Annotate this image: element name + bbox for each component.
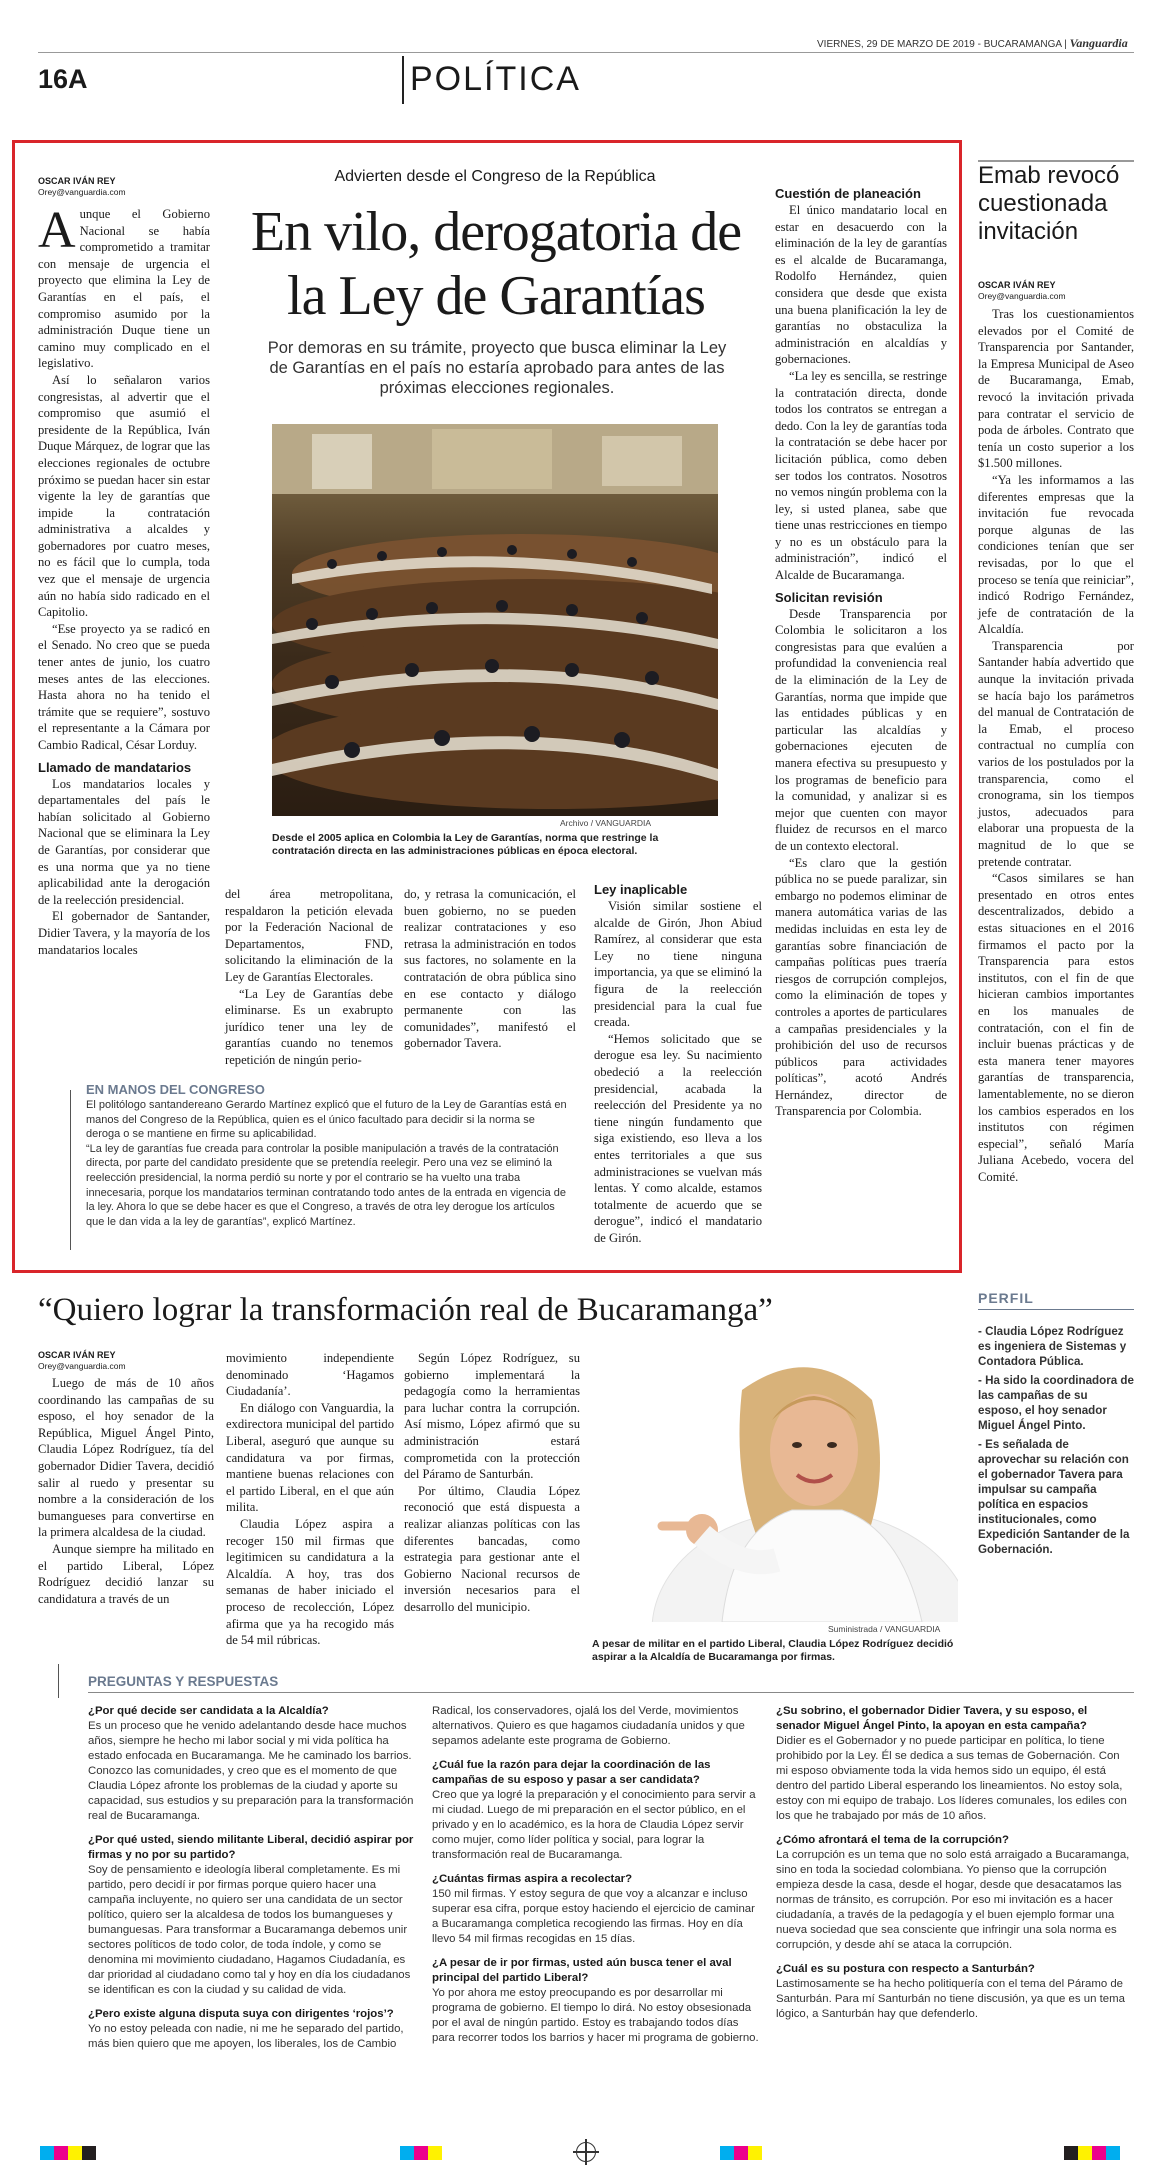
main-col1-p1-text: unque el Gobierno Nacional se había comprometido a tramitar con mensaje de urgencia el proyecto que elimina la Ley de Garantías en el país, el compromiso asumido por la administración Duque tiene un camino muy complicado en el legislativo. (38, 207, 210, 371)
main-col5-subhead1: Cuestión de planeación (775, 186, 921, 201)
qa-bracket (58, 1664, 70, 1698)
side-p1: Tras los cuestionamientos elevados por el Comité de Transparencia por Santander, la Empresa Municipal de Aseo de Bucaramanga, Emab, revocó la invitación privada para contratar el servicio de poda de árboles. Contrato que tenía un costo superior a los $1.500 millones. (978, 307, 1134, 471)
congress-box-p1: El politólogo santandereano Gerardo Martínez explicó que el futuro de la Ley de Garantías está en manos del Congreso de la República, quien es el único facultado para decidir si la norma se deroga o se mantiene en firme su aplicabilidad. (86, 1099, 567, 1141)
main-headline-line1: En vilo, derogatoria de (250, 201, 742, 263)
main-col5 (775, 186, 947, 1120)
page-number: 16A (38, 64, 88, 94)
color-bar-mid-left (400, 2146, 442, 2165)
side-byline (978, 280, 1066, 302)
color-bar-right (1064, 2146, 1120, 2165)
qa-header (58, 1664, 1134, 1704)
candidate-photo (592, 1330, 958, 1622)
qa-col1 (88, 1704, 418, 2052)
candidate-photo-graphic (592, 1330, 958, 1622)
main-author: OSCAR IVÁN REY (38, 176, 116, 186)
congress-photo-graphic (272, 424, 718, 816)
qa-answer: La corrupción es un tema que no solo está arraigado a Bucaramanga, sino en toda la sociedad colombiana. Yo pienso que la corrupción empieza desde la casa, desde el hogar, desde que desacatamos las normas de tránsito, es corrupción. Por eso mi invitación es a hacer ciudadanía, a través de la pedagogía y el buen ejemplo formar una nueva sociedad que sea consciente que infringir una sola norma es corrupción, y desde ahí se ataca la corrupción. (776, 1849, 1130, 1951)
perfil-list (978, 1324, 1134, 1557)
perfil-item: - Es señalada de aprovechar su relación con el gobernador Tavera para impulsar su campaña política en espacios institucionales, como Expedición Santander de la Gobernación. (978, 1438, 1130, 1556)
main-col5-subhead2: Solicitan revisión (775, 589, 883, 605)
side-p3: Transparencia por Santander había advertido que aunque la invitación privada se hacía bajo los parámetros del manual de Contratación de la Emab, el proceso contractual no cumplía con varios de los postulados por la transparencia, como el cronograma, sin los tiempos justos, adecuados para elaborar una propuesta de la magnitud de lo que se pretende contratar. (978, 638, 1134, 869)
main-col4-p1: Visión similar sostiene el alcalde de Girón, Jhon Abiud Ramírez, al considerar que esta Ley no tiene ninguna importancia, ya que se eliminó la figura de la reelección presidencial para la cual fue creada. (594, 899, 762, 1030)
qa-answer: Didier es el Gobernador y no puede participar en política, lo tiene prohibido por la Ley. Él se dedica a sus temas de Gobernación. Con mi esposo obviamente toda la vida hemos sido un equipo, él está dentro del partido Liberal esperando los lineamientos. No estoy sola, estoy con mi equipo de trabajo. Los líderes comunales, los ediles con los que he trabajado por más de 10 años. (776, 1735, 1127, 1822)
lower-col3 (404, 1350, 580, 1616)
side-headline: Emab revocó cuestionada invitación (978, 162, 1120, 245)
qa-answer: Yo no estoy peleada con nadie, ni me he separado del partido, más bien quiero que me apoyen, los liberales, los de Cambio (88, 2023, 404, 2050)
qa-answer: 150 mil firmas. Y estoy segura de que voy a alcanzar e incluso superar esa cifra, porque estoy haciendo el ejercicio de caminar a Bucaramanga completica recogiendo las firmas. Hoy en día llevo 54 mil firmas recogidas en 15 días. (432, 1888, 755, 1945)
section-title: POLÍTICA (410, 60, 581, 98)
qa-answer: Lastimosamente se ha hecho politiquería con el tema del Páramo de Santurbán. Para mí Santurbán no tiene discusión, ya que es un tema lógico, a Santurbán hay que defenderlo. (776, 1978, 1125, 2020)
main-col2 (225, 886, 393, 1069)
qa-question: ¿Cuál es su postura con respecto a Santurbán? (776, 1963, 1035, 1975)
lower-col2 (226, 1350, 394, 1649)
lower-c2-p1: movimiento independiente denominado ‘Hagamos Ciudadanía’. (226, 1351, 394, 1399)
perfil-item: - Claudia López Rodríguez es ingeniera de Sistemas y Contadora Pública. (978, 1325, 1127, 1368)
perfil-rule (978, 1309, 1134, 1310)
side-body (978, 306, 1134, 1185)
main-subhead: Por demoras en su trámite, proyecto que busca eliminar la Ley de Garantías en el país no estaría aprobado para antes de las próximas elecciones regionales. (267, 339, 727, 397)
main-col4-subhead: Ley inaplicable (594, 882, 688, 897)
qa-answer: Yo por ahora me estoy preocupando es por desarrollar mi programa de gobierno. El tiempo lo dirá. No estoy obsesionada por el aval de ningún partido. Estoy es trabajando todos días para recorrer todos los barrios y hacer mi programa de gobierno. (432, 1987, 759, 2044)
main-col1-p5: El gobernador de Santander, Didier Tavera, y la mayoría de los mandatarios locales (38, 909, 210, 957)
main-col3-p1: do, y retrasa la comunicación, el buen gobierno, no se pueden realizar contrataciones y eso retrasa la administración en todos sus factores, no solamente en la contratación de obra pública sino en ese contacto y diálogo permanente con las comunidades”, manifestó el gobernador Tavera. (404, 887, 576, 1051)
qa-answer: Creo que ya logré la preparación y el conocimiento para servir a mi ciudad. Luego de mi preparación en el sector público, en el privado y en lo académico, es la hora de Claudia López servir como mujer, como líder política y social, para lograr la transformación real de Bucaramanga. (432, 1789, 756, 1861)
lower-headline: “Quiero lograr la transformación real de Bucaramanga” (38, 1292, 773, 1328)
main-caption: Desde el 2005 aplica en Colombia la Ley de Garantías, norma que restringe la contratación directa en las administraciones públicas en época electoral. (272, 832, 659, 857)
qa-question: ¿Por qué usted, siendo militante Liberal, decidió aspirar por firmas y no por su partido? (88, 1834, 414, 1861)
lower-c1-p1: Luego de más de 10 años coordinando las campañas de su esposo, el hoy senador de la República, Miguel Ángel Pinto, Claudia López Rodríguez, tía del gobernador Didier Tavera, decidió salir al ruedo y presentar su nombre a la consideración de los bumangueses para convertirse en la primera alcaldesa de la ciudad. (38, 1376, 214, 1540)
main-col1-p3: “Ese proyecto ya se radicó en el Senado. No creo que se pueda tener antes de junio, los cuatro meses antes de las elecciones. Hasta ahora no ha tenido el trámite que se requiere”, sostuvo el representante a la Cámara por Cambio Radical, César Lorduy. (38, 621, 210, 752)
main-col2-p1: del área metropolitana, respaldaron la petición elevada por la Federación Nacional de Departamentos, FND, solicitando la eliminación de la Ley de Garantías Electorales. (225, 887, 393, 984)
qa-question: ¿Su sobrino, el gobernador Didier Tavera, y su esposo, el senador Miguel Ángel Pinto, la apoyan en esta campaña? (776, 1705, 1088, 1732)
main-col4 (594, 882, 762, 1246)
main-col5-p1: El único mandatario local en estar en desacuerdo con la eliminación de la ley de garantías es el alcalde de Bucaramanga, Rodolfo Hernández, quien considera que desde que exista una buena planificación la ley de garantías no obstaculiza la administración en alcaldías y gobernaciones. (775, 203, 947, 367)
lower-author: OSCAR IVÁN REY (38, 1350, 116, 1360)
qa-title: PREGUNTAS Y RESPUESTAS (88, 1674, 279, 1689)
qa-question: ¿A pesar de ir por firmas, usted aún busca tener el aval principal del partido Liberal? (432, 1957, 732, 1984)
perfil-title: PERFIL (978, 1290, 1034, 1306)
qa-answer: Es un proceso que he venido adelantando desde hace muchos años, siempre he hecho mi labor social y mi vida política ha estado enfocada en Bucaramanga. Me he caminado los barrios. Conozco las comunidades, y creo que es el momento de que Claudia López afronte los problemas de la ciudad y aporte su capacidad, sus estudios y su preparación para la transformación real de Bucaramanga. (88, 1720, 414, 1822)
lower-caption: A pesar de militar en el partido Liberal, Claudia López Rodríguez decidió aspirar a la Alcaldía de Bucaramanga por firmas. (592, 1638, 954, 1663)
congress-box-bracket (70, 1090, 84, 1250)
congress-box-body (86, 1098, 570, 1229)
qa-col2 (432, 1704, 762, 2046)
lower-col1 (38, 1375, 214, 1607)
qa-question: ¿Cómo afrontará el tema de la corrupción? (776, 1834, 1009, 1846)
main-col5-p2: “La ley es sencilla, se restringe la contratación directa, donde todos los contratos se entregan a dedo. Con la ley de garantías toda la contratación se debe hacer por licitación pública, como deben ser todos los contratos. Nosotros no vemos ningún problema con la ley, si usted planea, sabe que tiene unas restricciones en tiempo y no es un obstáculo para la administración”, indicó el Alcalde de Bucaramanga. (775, 368, 947, 583)
main-byline (38, 176, 126, 198)
main-col1-subhead: Llamado de mandatarios (38, 759, 192, 775)
qa-rule (88, 1692, 1134, 1693)
lower-c3-p2: Por último, Claudia López reconoció que está dispuesta a realizar alianzas políticas con las diferentes bancadas, como estrategia para gestionar ante el Gobierno Nacional recursos de inversión necesarios para el desarrollo del municipio. (404, 1483, 580, 1614)
main-col1-p1 (38, 202, 210, 372)
main-headline-line2: la Ley de Garantías (287, 265, 705, 327)
lower-c2-p3: Claudia López aspira a recoger 150 mil firmas que legitimicen su candidatura a la Alcaldía. A hoy, tras dos semanas de haber iniciado el proceso de recolección, López afirma que ya ha recogido más de 54 mil rúbricas. (226, 1516, 394, 1648)
qa-answer: Radical, los conservadores, ojalá los del Verde, movimientos alternativos. Quiero es que hagamos ciudadanía unidos y que sepamos adelante este programa de Gobierno. (432, 1705, 745, 1747)
lower-c2-p2: En diálogo con Vanguardia, la exdirectora municipal del partido Liberal, aseguró que aunque su candidatura va por firmas, mantiene buenas relaciones con el partido Liberal, en el que aún milita. (226, 1400, 394, 1515)
color-bar-left (40, 2146, 96, 2165)
side-email: Orey@vanguardia.com (978, 291, 1066, 301)
congress-box (70, 1082, 570, 1264)
perfil-box (978, 1290, 1134, 1561)
qa-answer: Soy de pensamiento e ideología liberal completamente. Es mi partido, pero decidí ir por firmas porque quiero hacer una campaña incluyente, no quiero ser una candidata de un sector político, quiero ser la alcaldesa de todos los bumangueses y bumanguesas. Para transformar a Bucaramanga debemos unir sectores políticos de todo color, de toda índole, y como se denomina mi movimiento ciudadano, Hagamos Ciudadanía, es dar prioridad al ciudadano como tal y hoy en día los ciudadanos se identifican es con la ciudad y su calidad de vida. (88, 1864, 411, 1996)
side-p2: “Ya les informamos a las diferentes empresas que la invitación fue revocada porque algunas de las condiciones tenían que ser revisadas, por lo que el proceso se tenía que reiniciar”, indicó Rodrigo Fernández, jefe de contratación de la Alcaldía. (978, 472, 1134, 637)
main-col1-p4: Los mandatarios locales y departamentales del país le habían solicitado al Gobierno Nacional que se eliminara la Ley de Garantías, por considerar que es una norma que ya no tiene aplicabilidad ante la derogación de la reelección presidencial. (38, 776, 210, 907)
lower-photo-credit: Suministrada / VANGUARDIA (828, 1624, 941, 1634)
main-col1 (38, 202, 210, 958)
qa-col3 (776, 1704, 1134, 2022)
side-author: OSCAR IVÁN REY (978, 280, 1056, 290)
brand-logo: Vanguardia (1069, 36, 1128, 50)
main-headline (226, 200, 766, 328)
main-col4-p2: “Hemos solicitado que se derogue esa ley. Su nacimiento obedeció a la reelección presidencial, acabada la reelección del Presidente ya no tiene ningún fundamento que siga existiendo, eso lleva a los entes territoriales a que sus administraciones se vuelvan más lentas. Y como alcalde, estamos totalmente de acuerdo que se derogue”, indicó el mandatario de Girón. (594, 1031, 762, 1245)
main-email: Orey@vanguardia.com (38, 187, 126, 197)
congress-photo (272, 424, 718, 816)
side-p4: “Casos similares se han presentado en otros entes descentralizados, debido a estas situaciones en el 2016 firmamos el pacto por la Transparencia para estos institutos, con el fin de que hicieran cambios importantes en los manuales de contratación, con el fin de incluir buenas prácticas y de esta manera tener mayores garantías de transparencia, lamentablemente, no se dieron los cambios esperados en los institutos con régimen especial”, señaló María Juliana Acebedo, vocera del Comité. (978, 871, 1134, 1184)
header-rule (38, 52, 1134, 53)
main-col1-p2: Así lo señalaron varios congresistas, al advertir que el compromiso que asumió el presidente de la República, Iván Duque Márquez, de lograr que las elecciones regionales de octubre próximo se puedan hacer sin estar vigente la ley de garantías que impide la contratación administrativa a alcaldes y gobernadores por cuatro meses, no es fácil que lo cumpla, toda vez que el mensaje de urgencia aún no había sido radicado en el Capitolio. (38, 372, 210, 620)
perfil-item: - Ha sido la coordinadora de las campañas de su esposo, el hoy senador Miguel Ángel Pinto. (978, 1374, 1134, 1432)
main-kicker: Advierten desde el Congreso de la República (334, 168, 656, 185)
main-col2-p2: “La Ley de Garantías debe eliminarse. Es un exabrupto jurídico tener una ley de garantías cuando no tenemos repetición de ningún perio- (225, 986, 393, 1067)
lower-email: Orey@vanguardia.com (38, 1361, 126, 1371)
qa-question: ¿Pero existe alguna disputa suya con dirigentes ‘rojos’? (88, 2008, 394, 2020)
qa-question: ¿Cuál fue la razón para dejar la coordinación de las campañas de su esposo y pasar a ser candidata? (432, 1759, 711, 1786)
main-col5-p4: “Es claro que la gestión pública no se puede paralizar, sin embargo no podemos eliminar de manera automática varias de las medidas incluidas en esta ley de garantías sobre financiación de campañas políticas pues traería riesgos de corrupción complejos, como la eliminación de topes y controles a aportes de particulares a campañas presidenciales y la prohibición del uso de recursos públicos para actividades políticas”, acotó Andrés Hernández, director de Transparencia por Colombia. (775, 855, 947, 1119)
main-photo-credit: Archivo / VANGUARDIA (560, 818, 652, 828)
qa-question: ¿Por qué decide ser candidata a la Alcaldía? (88, 1705, 329, 1717)
lower-c1-p2: Aunque siempre ha militado en el partido Liberal, López Rodríguez decidió lanzar su candidatura a través de un (38, 1541, 214, 1606)
qa-question: ¿Cuántas firmas aspira a recolectar? (432, 1873, 633, 1885)
color-bar-mid-right (720, 2146, 762, 2165)
congress-box-p2: “La ley de garantías fue creada para controlar la posible manipulación a través de la contratación directa, por parte del candidato presidente que se pretendía reelegir. Pero una vez se eliminó la reelección presidencial, la norma perdió su norte y por el contrario se ha vuelto una traba innecesaria, porque los mandatarios terminan contratando todo antes de la entrada en vigencia de la ley. Ahora lo que se debe hacer es que el Congreso, a través de otra ley derogue los artículos que le dan vida a la ley de garantías”, explicó Martínez. (86, 1142, 567, 1228)
main-col3 (404, 886, 576, 1052)
header-divider (402, 56, 404, 104)
congress-box-title: EN MANOS DEL CONGRESO (86, 1082, 265, 1097)
lower-c3-p1: Según López Rodríguez, su gobierno implementará la pedagogía como la herramientas para luchar contra la corrupción. Así mismo, López afirmó que su administración estará comprometida con la protección del Páramo de Santurbán. (404, 1351, 580, 1482)
crosshair-mark (576, 2142, 596, 2162)
main-col5-p3: Desde Transparencia por Colombia le solicitaron a los congresistas para que evalúen a profundidad la conveniencia real de la eliminación de la Ley de Garantías, norma que impide que las entidades públicas y en particular las alcaldías y gobernaciones ejecuten de manera efectiva su presupuesto y los programas de beneficio para la comunidad, y analizar si es mejor que cuenten con mayor fluidez de recursos en el marco de un contexto electoral. (775, 606, 947, 853)
dateline (817, 36, 1128, 51)
lower-byline (38, 1350, 126, 1372)
dateline-text: VIERNES, 29 DE MARZO DE 2019 - BUCARAMANGA | (817, 39, 1067, 50)
drop-cap: A (38, 202, 76, 259)
